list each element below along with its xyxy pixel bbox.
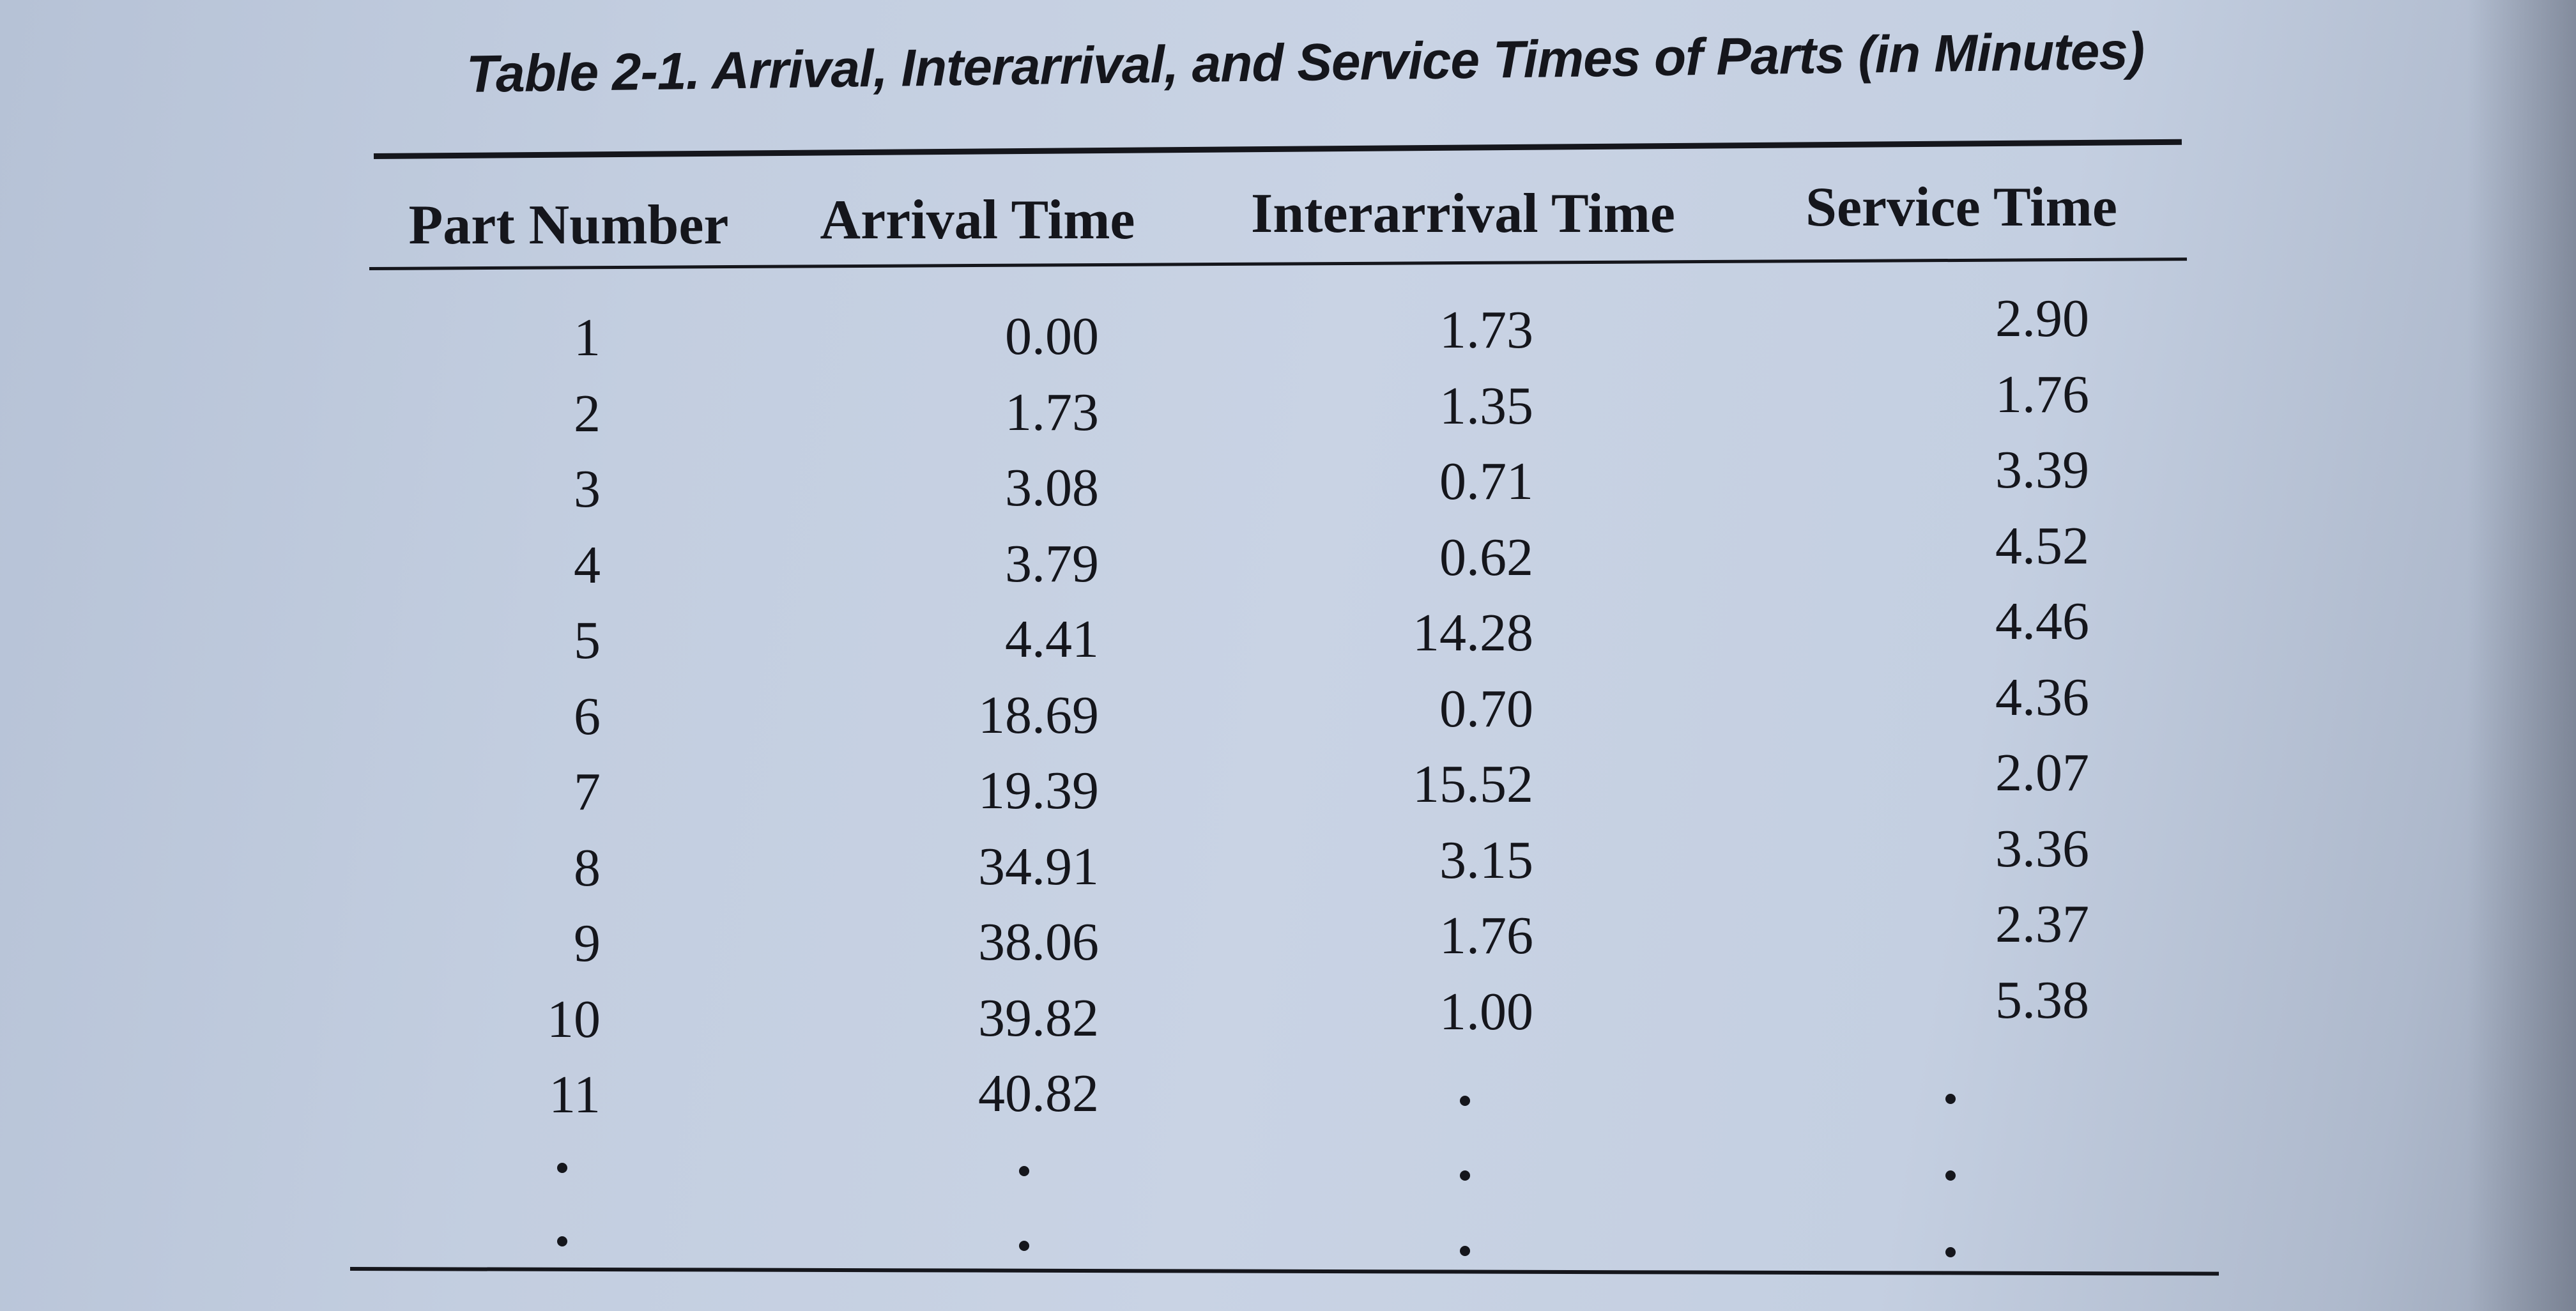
table-cell-service-time: 5.38	[1995, 970, 2089, 1030]
table-cell-part-number: 3	[574, 459, 601, 519]
table-cell-arrival-time: 38.06	[978, 912, 1099, 972]
table-cell-part-number: 10	[547, 989, 601, 1049]
table-cell-service-time: 4.36	[1995, 667, 2089, 727]
continuation-dot	[1019, 1166, 1029, 1176]
page-edge-shadow	[2467, 0, 2576, 1311]
table-title: Table 2-1. Arrival, Interarrival, and Service Times of Parts (in Minutes)	[466, 22, 2145, 103]
table-cell-arrival-time: 19.39	[978, 761, 1099, 820]
table-cell-service-time: 3.36	[1995, 818, 2089, 878]
table-cell-arrival-time: 4.41	[1005, 610, 1099, 669]
table-cell-service-time: 2.37	[1995, 894, 2089, 954]
table-cell-arrival-time: 39.82	[978, 988, 1099, 1048]
table-cell-part-number: 11	[549, 1065, 601, 1124]
table-cell-arrival-time: 1.73	[1005, 382, 1099, 442]
table-cell-interarrival-time: 1.73	[1439, 300, 1533, 360]
continuation-dot	[1460, 1096, 1470, 1106]
table-cell-interarrival-time: 0.71	[1439, 452, 1533, 511]
table-cell-interarrival-time: 1.35	[1439, 376, 1533, 436]
table-cell-interarrival-time: 0.70	[1439, 678, 1533, 739]
continuation-dot	[1460, 1246, 1470, 1256]
table-cell-arrival-time: 3.08	[1005, 458, 1099, 518]
top-rule	[374, 139, 2182, 159]
continuation-dot	[557, 1163, 567, 1173]
continuation-dot	[1945, 1247, 1956, 1257]
table-cell-arrival-time: 18.69	[978, 685, 1099, 745]
table-cell-part-number: 9	[574, 914, 601, 973]
table-cell-part-number: 6	[574, 686, 601, 746]
table-cell-service-time: 3.39	[1995, 440, 2089, 500]
table-cell-part-number: 7	[574, 762, 601, 822]
column-header-arrival-time: Arrival Time	[820, 189, 1135, 251]
table-cell-interarrival-time: 3.15	[1439, 830, 1533, 890]
table-cell-arrival-time: 34.91	[978, 836, 1099, 896]
table-cell-arrival-time: 40.82	[978, 1064, 1099, 1123]
continuation-dot	[1945, 1094, 1956, 1104]
table-cell-service-time: 4.46	[1995, 592, 2089, 651]
column-header-interarrival-time: Interarrival Time	[1251, 183, 1675, 245]
table-cell-part-number: 2	[574, 383, 601, 443]
continuation-dot	[557, 1236, 567, 1246]
table-cell-service-time: 4.52	[1995, 516, 2089, 576]
table-cell-arrival-time: 0.00	[1005, 307, 1099, 366]
table-cell-part-number: 4	[574, 535, 601, 595]
table-cell-interarrival-time: 1.00	[1439, 981, 1533, 1041]
table-cell-interarrival-time: 15.52	[1413, 755, 1533, 814]
column-header-part-number: Part Number	[408, 194, 729, 256]
column-header-service-time: Service Time	[1805, 176, 2117, 238]
continuation-dot	[1460, 1170, 1470, 1181]
table-cell-service-time: 1.76	[1995, 364, 2089, 424]
table-cell-part-number: 5	[574, 611, 601, 670]
continuation-dot	[1019, 1241, 1029, 1251]
table-cell-part-number: 8	[574, 838, 601, 898]
table-cell-service-time: 2.07	[1995, 743, 2089, 802]
continuation-dot	[1945, 1170, 1956, 1181]
table-cell-interarrival-time: 0.62	[1439, 527, 1533, 587]
table-cell-arrival-time: 3.79	[1005, 533, 1099, 594]
table-cell-interarrival-time: 14.28	[1413, 603, 1533, 663]
table-cell-service-time: 2.90	[1995, 289, 2089, 348]
table-cell-part-number: 1	[574, 308, 601, 367]
table-cell-interarrival-time: 1.76	[1439, 906, 1533, 965]
